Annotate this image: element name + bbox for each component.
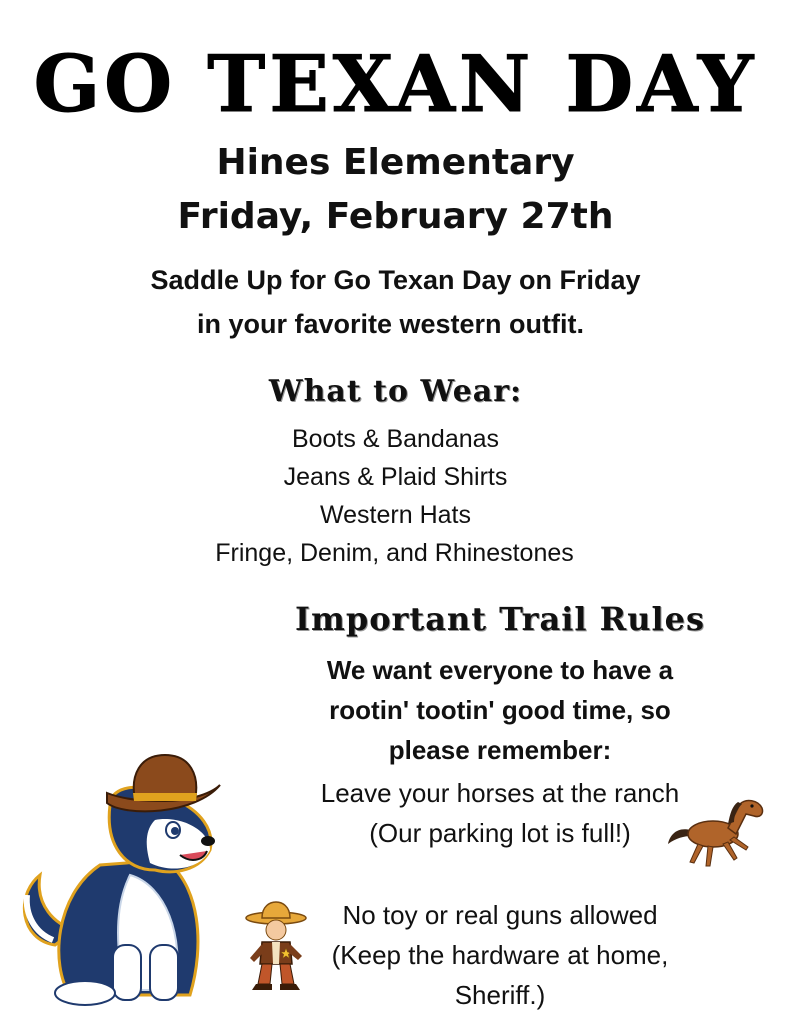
rules-intro xyxy=(260,650,740,770)
rule-line: (Keep the hardware at home, xyxy=(331,940,669,970)
school-name: Hines Elementary xyxy=(216,142,575,183)
rules-intro-line: We want everyone to have a xyxy=(326,655,674,685)
rule-guns xyxy=(285,895,715,1015)
rules-intro-line: please remember: xyxy=(388,735,612,765)
rule-line: Leave your horses at the ranch xyxy=(320,778,680,808)
wear-item: Jeans & Plaid Shirts xyxy=(283,463,508,491)
wear-item: Fringe, Denim, and Rhinestones xyxy=(215,539,574,567)
rules-heading: Important Trail Rules xyxy=(295,600,706,638)
cowboy-kid-icon xyxy=(242,900,310,992)
rule-line: (Our parking lot is full!) xyxy=(369,818,631,848)
intro-line-1: Saddle Up for Go Texan Day on Friday xyxy=(150,265,641,295)
husky-cowboy-icon xyxy=(15,745,230,1010)
rule-line: No toy or real guns allowed xyxy=(342,900,658,930)
rule-line: Sheriff.) xyxy=(454,980,546,1010)
wear-item: Western Hats xyxy=(320,501,471,529)
horse-icon xyxy=(668,792,768,872)
wear-list xyxy=(0,420,791,572)
rules-intro-line: rootin' tootin' good time, so xyxy=(329,695,671,725)
page-title: GO TEXAN DAY xyxy=(33,39,758,130)
event-date: Friday, February 27th xyxy=(177,196,614,237)
intro-line-2: in your favorite western outfit. xyxy=(196,309,585,339)
wear-item: Boots & Bandanas xyxy=(291,425,500,453)
wear-heading: What to Wear: xyxy=(268,374,523,409)
